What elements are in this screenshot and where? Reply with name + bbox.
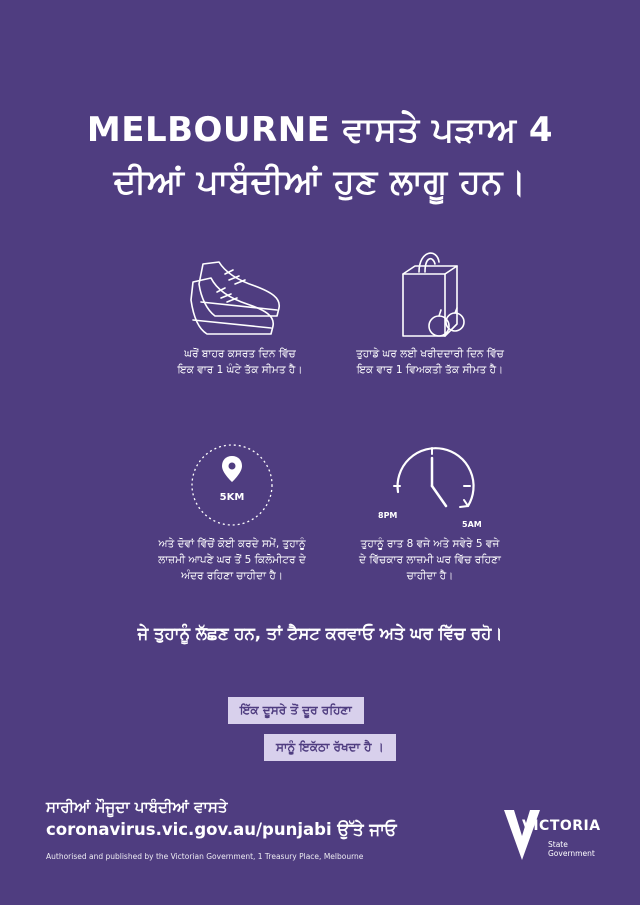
distance-text-1: ਅਤੇ ਦੋਵਾਂ ਵਿੱਚੋਂ ਕੋਈ ਕਰਦੇ ਸਮੇਂ, ਤੁਹਾਨੂੰ — [158, 538, 306, 550]
victoria-v-icon — [502, 808, 542, 864]
footer-heading: ਸਾਰੀਆਂ ਮੌਜੂਦਾ ਪਾਬੰਦੀਆਂ ਵਾਸਤੇ — [46, 798, 228, 816]
shopping-item — [300, 244, 560, 378]
clock-start-label: 8PM — [378, 511, 398, 520]
page-title — [40, 104, 600, 208]
distance-text-2: ਲਾਜ਼ਮੀ ਆਪਣੇ ਘਰ ਤੋਂ 5 ਕਿਲੋਮੀਟਰ ਦੇ — [158, 554, 306, 566]
curfew-item — [300, 430, 560, 584]
clock-icon — [360, 430, 500, 530]
title-line-1: MELBOURNE ਵਾਸਤੇ ਪੜਾਅ 4 — [86, 110, 554, 150]
shopping-text-1: ਤੁਹਾਡੇ ਘਰ ਲਈ ਖਰੀਦਦਾਰੀ ਦਿਨ ਵਿੱਚ — [356, 348, 504, 360]
curfew-text-3: ਚਾਹੀਦਾ ਹੈ। — [406, 570, 454, 582]
victoria-logo — [502, 806, 612, 866]
authorised-text: Authorised and published by the Victorian Government, 1 Treasury Place, Melbourne — [46, 852, 364, 861]
logo-sub-2: Government — [548, 849, 595, 858]
exercise-text-2: ਇਕ ਵਾਰ 1 ਘੰਟੇ ਤੱਕ ਸੀਮਤ ਹੈ। — [177, 364, 303, 376]
curfew-text-2: ਦੇ ਵਿੱਚਕਾਰ ਲਾਜ਼ਮੀ ਘਰ ਵਿੱਚ ਰਹਿਣਾ — [359, 554, 501, 566]
shopping-text-2: ਇਕ ਵਾਰ 1 ਵਿਅਕਤੀ ਤੱਕ ਸੀਮਤ ਹੈ। — [356, 364, 504, 376]
shopping-bag-icon — [375, 244, 485, 340]
shoes-icon — [185, 250, 295, 340]
title-line-2: ਦੀਆਂ ਪਾਬੰਦੀਆਂ ਹੁਣ ਲਾਗੂ ਹਨ। — [113, 162, 527, 202]
footer-link[interactable]: coronavirus.vic.gov.au/punjabi ਉੱਤੇ ਜਾਓ — [46, 820, 397, 839]
distance-text-3: ਅੰਦਰ ਰਹਿਣਾ ਚਾਹੀਦਾ ਹੈ। — [181, 570, 283, 582]
distance-badge: 5KM — [219, 492, 245, 503]
curfew-text-1: ਤੁਹਾਨੂੰ ਰਾਤ 8 ਵਜੇ ਅਤੇ ਸਵੇਰੇ 5 ਵਜੇ — [360, 538, 500, 550]
logo-name: VICTORIA — [522, 818, 601, 834]
clock-end-label: 5AM — [462, 520, 482, 529]
symptoms-message: ਜੇ ਤੁਹਾਨੂੰ ਲੱਛਣ ਹਨ, ਤਾਂ ਟੈਸਟ ਕਰਵਾਓ ਅਤੇ ਘਰ ਵਿੱਚ ਰਹੋ। — [137, 624, 503, 643]
logo-sub-1: State — [548, 840, 568, 849]
exercise-text-1: ਘਰੋਂ ਬਾਹਰ ਕਸਰਤ ਦਿਨ ਵਿੱਚ — [184, 348, 296, 360]
banner-2: ਸਾਨੂੰ ਇਕੱਠਾ ਰੱਖਦਾ ਹੈ । — [264, 734, 396, 761]
location-radius-icon — [187, 440, 277, 530]
banner-1: ਇੱਕ ਦੂਸਰੇ ਤੋਂ ਦੂਰ ਰਹਿਣਾ — [228, 697, 364, 724]
